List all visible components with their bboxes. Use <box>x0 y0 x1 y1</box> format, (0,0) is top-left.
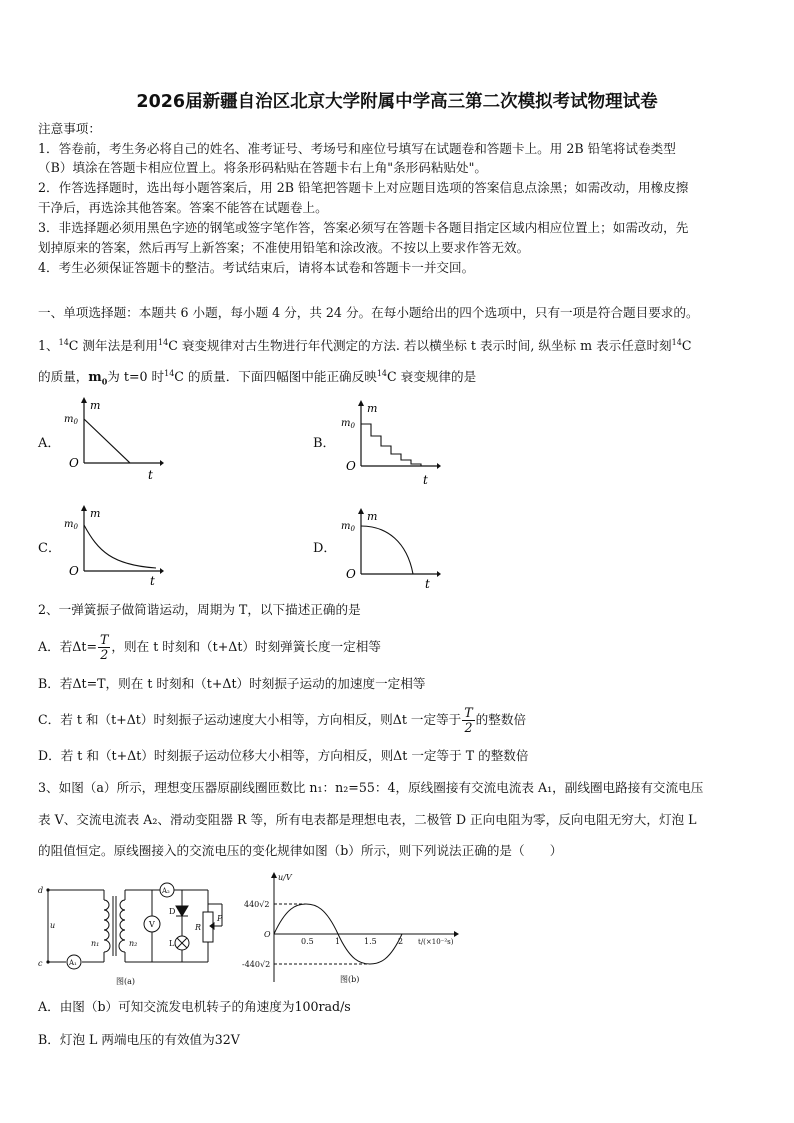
question-1-line1: 1、$^{14}$C 测年法是利用$^{14}$C 衰变规律对古生物进行年代测定的方法. 若以横坐标 t 表示时间, 纵坐标 m 表示任意时刻$^{14}$C <box>38 338 692 354</box>
circuit-diagram-a <box>36 876 236 988</box>
m0-label: $m_0$ <box>341 521 355 533</box>
svg-text:-440√2: -440√2 <box>242 960 271 969</box>
svg-text:R: R <box>195 923 202 932</box>
question-3-line2: 表 V、交流电流表 A₂、滑动变阻器 R 等，所有电表都是理想电表，二极管 D 正向电阻为零，反向电阻无穷大，灯泡 L <box>38 812 697 827</box>
option-a-label: A． <box>38 436 61 451</box>
axis-t: t <box>423 473 428 487</box>
axis-m: m <box>90 399 101 412</box>
svg-text:u: u <box>50 921 56 930</box>
axis-t: t <box>425 577 430 591</box>
svg-text:440√2: 440√2 <box>244 900 270 909</box>
graph-b <box>337 398 442 488</box>
notice-item: 干净后，再选涂其他答案。答案不能答在试题卷上。 <box>38 200 328 215</box>
svg-text:0.5: 0.5 <box>301 937 314 946</box>
axis-t: t <box>148 468 153 482</box>
axis-origin: O <box>69 456 79 470</box>
svg-text:L: L <box>169 939 175 948</box>
page-title: 2026届新疆自治区北京大学附属中学高三第二次模拟考试物理试卷 <box>136 92 658 112</box>
axis-m: m <box>367 402 378 415</box>
figure-a-caption: 图(a) <box>116 977 136 986</box>
graph-c <box>60 503 165 593</box>
m0-label: $m_0$ <box>64 414 78 426</box>
svg-text:D: D <box>169 907 176 916</box>
graph-d <box>337 506 442 596</box>
question-3-option-a: A．由图（b）可知交流发电机转子的角速度为100rad/s <box>38 999 351 1014</box>
svg-text:t/(×10⁻²s): t/(×10⁻²s) <box>418 938 454 946</box>
figure-b-caption: 图(b) <box>340 975 360 984</box>
notice-item: 3．非选择题必须用黑色字迹的钢笔或签字笔作答，答案必须写在答题卡各题目指定区域内相应位置上；如需改动，先 <box>38 220 689 235</box>
axis-m: m <box>90 507 101 520</box>
svg-text:n₁: n₁ <box>91 939 100 948</box>
notice-item: （B）填涂在答题卡相应位置上。将条形码粘贴在答题卡右上角"条形码粘贴处"。 <box>38 160 488 175</box>
notice-item: 2．作答选择题时，选出每小题答案后，用 2B 铅笔把答题卡上对应题目选项的答案信息点涂黑；如需改动，用橡皮擦 <box>38 180 689 195</box>
notice-item: 划掉原来的答案，然后再写上新答案；不准使用铅笔和涂改液。不按以上要求作答无效。 <box>38 240 530 255</box>
question-2-option-b: B．若Δt=T，则在 t 时刻和（t+Δt）时刻振子运动的加速度一定相等 <box>38 676 426 691</box>
notice-heading: 注意事项： <box>38 121 101 136</box>
svg-text:2: 2 <box>398 937 404 946</box>
svg-text:P: P <box>217 914 223 923</box>
question-1-line2: 的质量，$m_0$为 t=0 时$^{14}$C 的质量．下面四幅图中能正确反映$^{14}$C 衰变规律的是 <box>38 369 477 387</box>
axis-origin: O <box>346 459 356 473</box>
question-2-stem: 2、一弹簧振子做简谐运动，周期为 T，以下描述正确的是 <box>38 602 361 617</box>
svg-text:c: c <box>38 959 43 968</box>
svg-text:d: d <box>38 886 44 895</box>
axis-origin: O <box>69 564 79 578</box>
m0-label: $m_0$ <box>341 418 355 430</box>
axis-t: t <box>150 574 155 588</box>
axis-origin: O <box>346 567 356 581</box>
option-c-label: C． <box>38 541 61 556</box>
voltage-graph-b <box>240 870 465 988</box>
svg-text:n₂: n₂ <box>129 939 138 948</box>
svg-text:1.5: 1.5 <box>364 937 377 946</box>
notice-item: 1．答卷前，考生务必将自己的姓名、准考证号、考场号和座位号填写在试题卷和答题卡上。用 2B 铅笔将试卷类型 <box>38 141 676 156</box>
question-2-option-d: D．若 t 和（t+Δt）时刻振子运动位移大小相等，方向相反，则Δt 一定等于 T 的整数倍 <box>38 748 529 763</box>
question-2-option-a: A．若Δt= $\frac{T}{2}$ ，则在 t 时刻和（t+Δt）时刻弹簧长度一定相等 <box>38 632 381 662</box>
section-heading: 一、单项选择题：本题共 6 小题，每小题 4 分，共 24 分。在每小题给出的四个选项中，只有一项是符合题目要求的。 <box>38 305 699 320</box>
axis-m: m <box>367 510 378 523</box>
m0-label: $m_0$ <box>64 519 78 531</box>
notice-item: 4．考生必须保证答题卡的整洁。考试结束后，请将本试卷和答题卡一并交回。 <box>38 260 475 275</box>
svg-text:V: V <box>149 920 155 929</box>
svg-text:1: 1 <box>335 937 341 946</box>
question-3-line3: 的阻值恒定。原线圈接入的交流电压的变化规律如图（b）所示，则下列说法正确的是（ ） <box>38 843 563 858</box>
question-2-option-c: C．若 t 和（t+Δt）时刻振子运动速度大小相等，方向相反，则Δt 一定等于 $\frac{T}{2}$ 的整数倍 <box>38 705 527 735</box>
svg-text:u/V: u/V <box>278 873 292 882</box>
svg-text:O: O <box>264 930 271 939</box>
option-d-label: D． <box>313 541 337 556</box>
svg-text:A₂: A₂ <box>162 887 170 895</box>
svg-text:A₁: A₁ <box>69 959 77 967</box>
graph-a <box>60 395 165 485</box>
option-b-label: B． <box>313 436 336 451</box>
question-3-option-b: B．灯泡 L 两端电压的有效值为32V <box>38 1032 240 1047</box>
question-3-line1: 3、如图（a）所示，理想变压器原副线圈匝数比 n₁：n₂=55：4，原线圈接有交流电流表 A₁，副线圈电路接有交流电压 <box>38 780 704 795</box>
